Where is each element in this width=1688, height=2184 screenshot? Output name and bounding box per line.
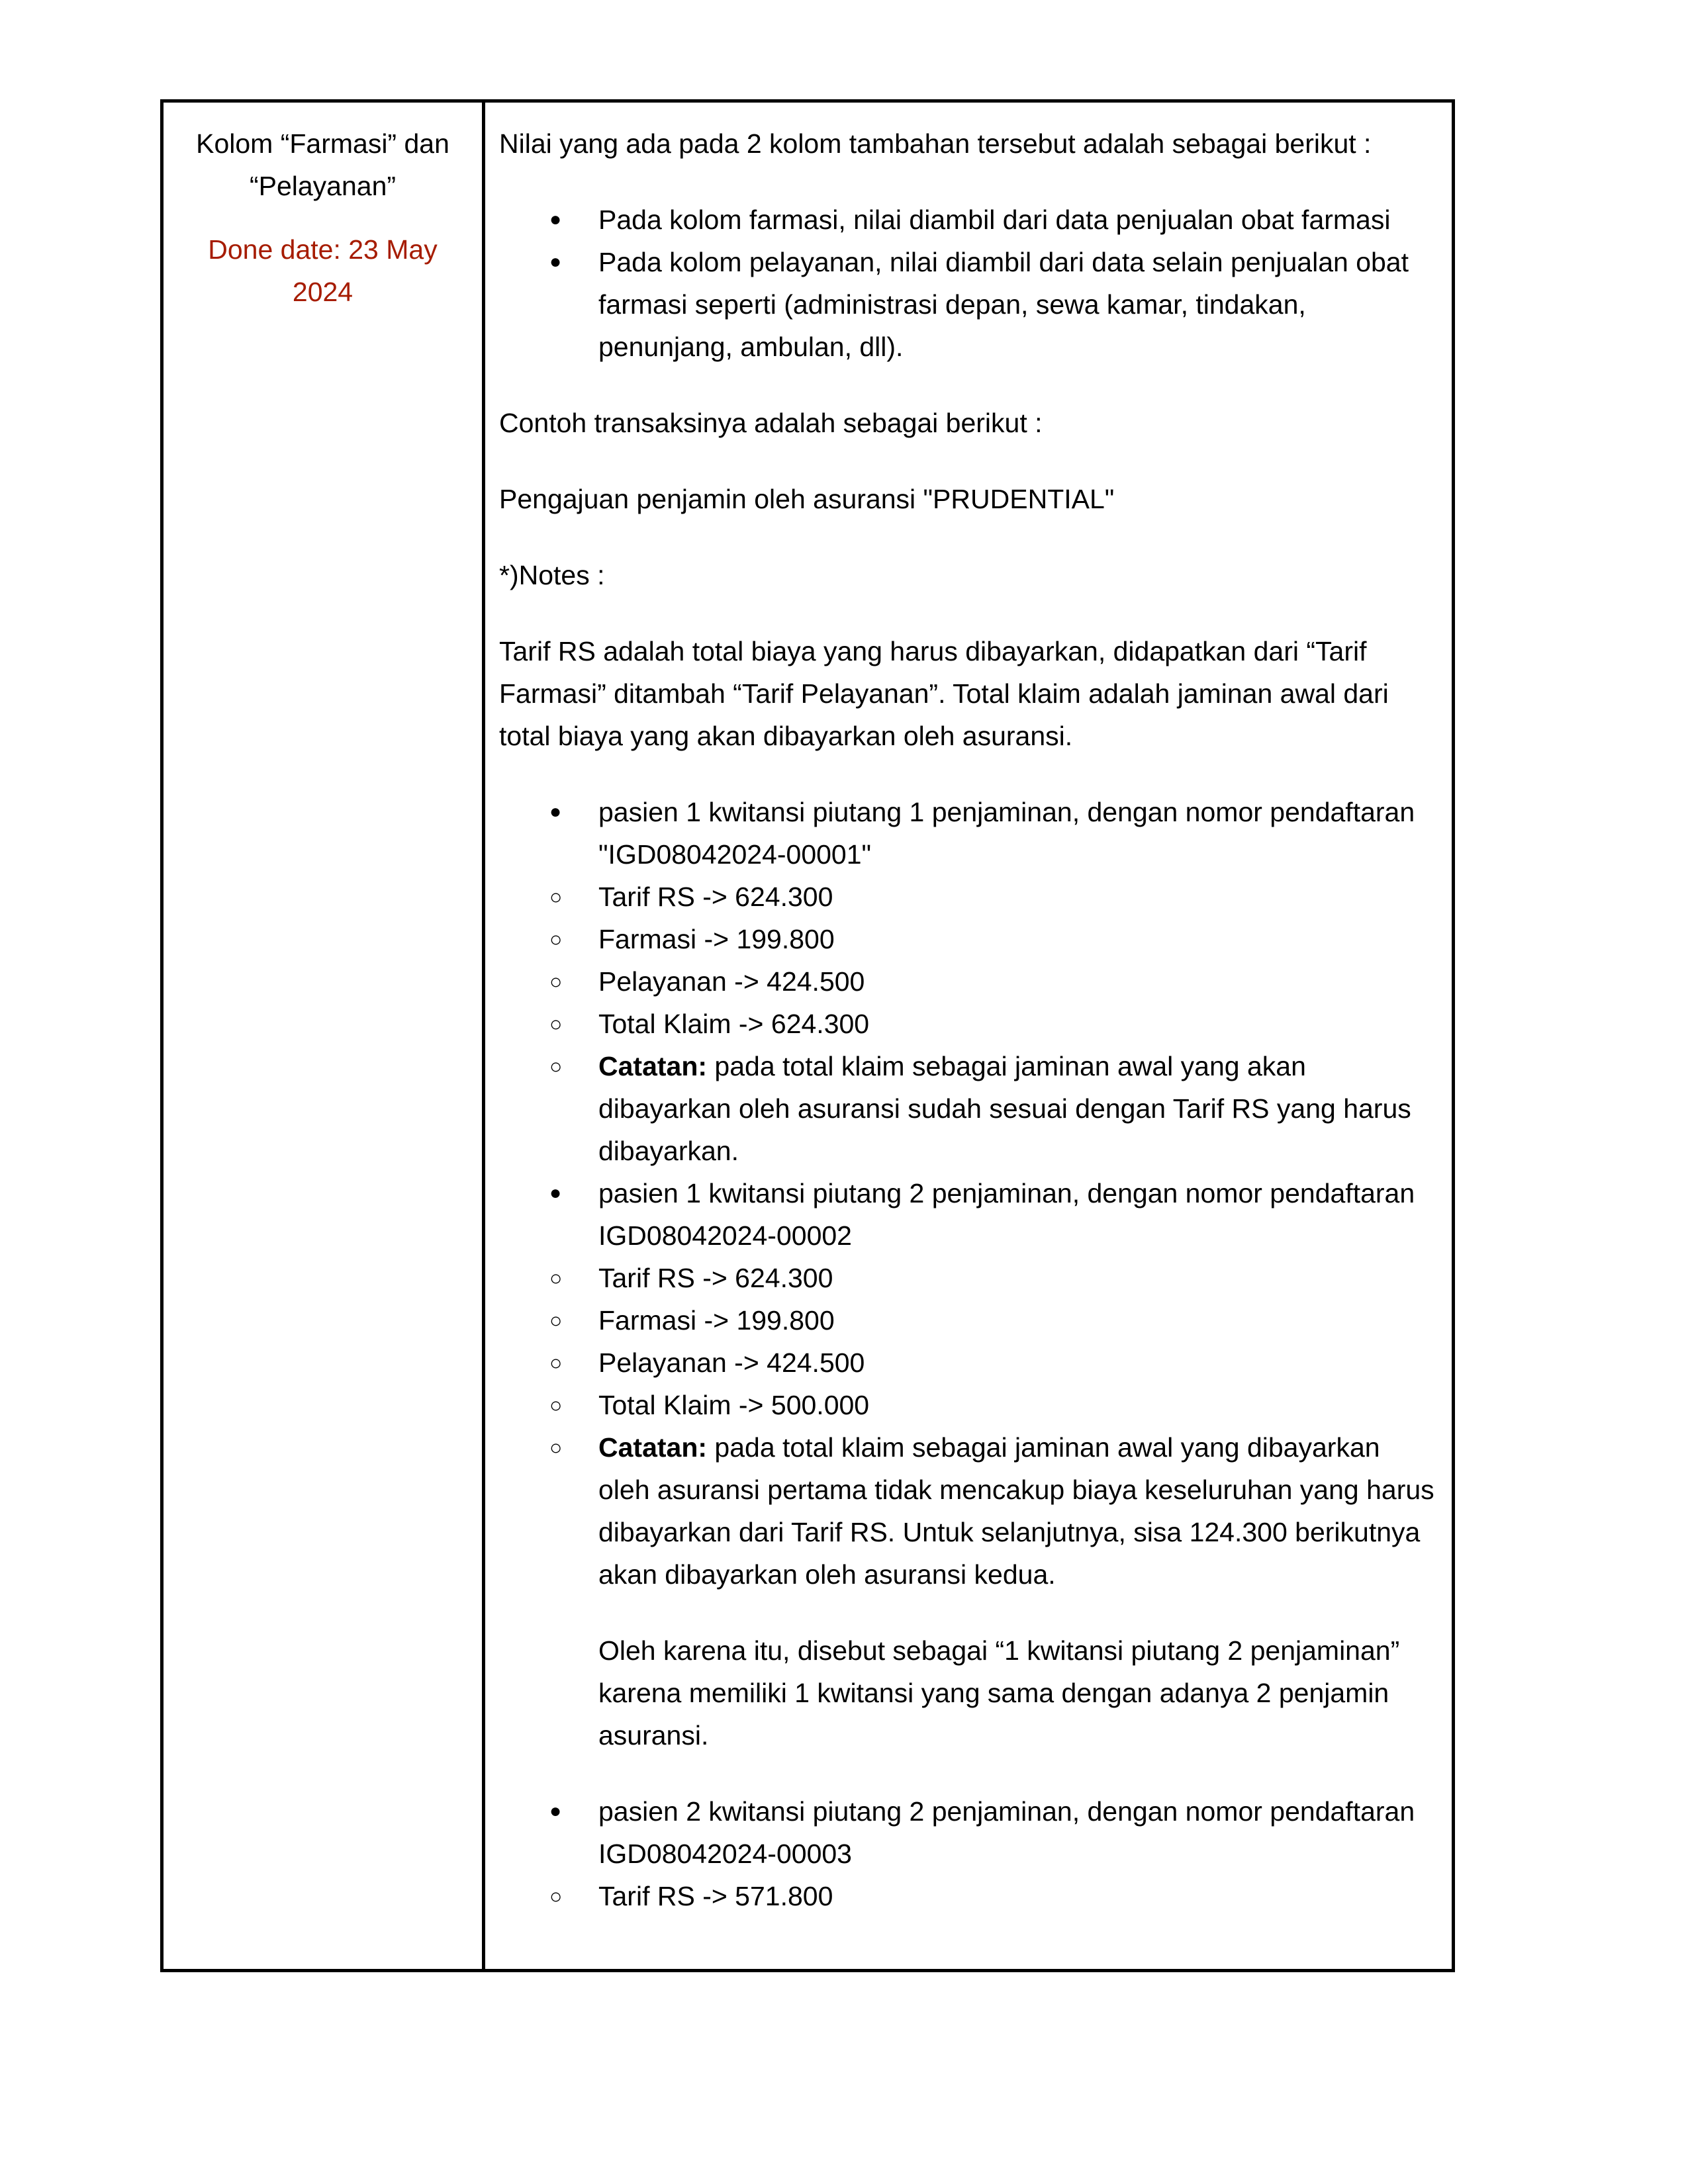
case-detail-container xyxy=(499,1875,1436,1917)
note-label: Catatan: xyxy=(598,1432,708,1463)
hollow-bullet-icon: ○ xyxy=(549,1393,563,1417)
submission-text: Pengajuan penjamin oleh asuransi "PRUDENTIAL" xyxy=(499,484,1115,514)
pelayanan: Pelayanan -> 424.500 xyxy=(598,1347,865,1378)
hollow-bullet-icon: ○ xyxy=(549,885,563,909)
case-item xyxy=(499,791,1436,876)
bullet-icon: ● xyxy=(549,1182,562,1204)
case-detail-list xyxy=(499,1875,1436,1917)
case-item xyxy=(499,1790,1436,1875)
example-intro: Contoh transaksinya adalah sebagai berikut : xyxy=(499,408,1043,438)
detail-item xyxy=(499,1384,1436,1426)
bullet-icon: ● xyxy=(549,1800,562,1822)
note-text: pada total klaim sebagai jaminan awal yang akan dibayarkan oleh asuransi sudah sesuai dengan Tarif RS yang harus dibayarkan. xyxy=(598,1051,1411,1166)
case-detail-container xyxy=(499,876,1436,1172)
farmasi: Farmasi -> 199.800 xyxy=(598,924,835,954)
case-title: pasien 1 kwitansi piutang 1 penjaminan, dengan nomor pendaftaran "IGD08042024-00001" xyxy=(598,797,1415,870)
hollow-bullet-icon: ○ xyxy=(549,1054,563,1078)
tarif-rs: Tarif RS -> 624.300 xyxy=(598,882,833,912)
total-klaim: Total Klaim -> 500.000 xyxy=(598,1390,870,1420)
hollow-bullet-icon: ○ xyxy=(549,1266,563,1290)
document-table xyxy=(160,99,1455,1972)
description-cell xyxy=(485,103,1452,1969)
list-item-text: Pada kolom pelayanan, nilai diambil dari data selain penjualan obat farmasi seperti (administrasi depan, sewa kamar, tindakan, penunjang, ambulan, dll). xyxy=(598,247,1409,362)
case-detail-list xyxy=(499,876,1436,1172)
hollow-bullet-icon: ○ xyxy=(549,970,563,993)
tarif-rs: Tarif RS -> 624.300 xyxy=(598,1263,833,1293)
pelayanan: Pelayanan -> 424.500 xyxy=(598,966,865,997)
feature-title: Kolom “Farmasi” dan “Pelayanan” xyxy=(196,128,449,201)
list-item-text: Pada kolom farmasi, nilai diambil dari data penjualan obat farmasi xyxy=(598,205,1391,235)
detail-item xyxy=(499,1003,1436,1045)
bullet-icon: ● xyxy=(549,801,562,823)
detail-item xyxy=(499,1426,1436,1756)
case-detail-container xyxy=(499,1257,1436,1756)
hollow-bullet-icon: ○ xyxy=(549,1435,563,1459)
list-item xyxy=(499,199,1436,241)
intro-text: Nilai yang ada pada 2 kolom tambahan tersebut adalah sebagai berikut : xyxy=(499,128,1372,159)
hollow-bullet-icon: ○ xyxy=(549,1884,563,1908)
detail-item xyxy=(499,876,1436,918)
hollow-bullet-icon: ○ xyxy=(549,927,563,951)
detail-item xyxy=(499,918,1436,960)
done-date: Done date: 23 May 2024 xyxy=(208,234,438,307)
column-list xyxy=(499,199,1436,368)
detail-item xyxy=(499,1045,1436,1172)
detail-item xyxy=(499,1257,1436,1299)
case-detail-list xyxy=(499,1257,1436,1756)
hollow-bullet-icon: ○ xyxy=(549,1308,563,1332)
notes-text: Tarif RS adalah total biaya yang harus dibayarkan, didapatkan dari “Tarif Farmasi” ditambah “Tarif Pelayanan”. Total klaim adalah jaminan awal dari total biaya yang akan dibayarkan oleh asuransi. xyxy=(499,636,1389,751)
note-text: pada total klaim sebagai jaminan awal yang dibayarkan oleh asuransi pertama tidak mencakup biaya keseluruhan yang harus dibayarkan dari Tarif RS. Untuk selanjutnya, sisa 124.300 berikutnya akan dibayarkan oleh asuransi kedua. xyxy=(598,1432,1434,1590)
detail-item xyxy=(499,1342,1436,1384)
tarif-rs: Tarif RS -> 571.800 xyxy=(598,1881,833,1911)
note-extra: Oleh karena itu, disebut sebagai “1 kwitansi piutang 2 penjaminan” karena memiliki 1 kwitansi yang sama dengan adanya 2 penjamin asuransi. xyxy=(598,1635,1400,1751)
case-title: pasien 2 kwitansi piutang 2 penjaminan, dengan nomor pendaftaran IGD08042024-00003 xyxy=(598,1796,1415,1869)
farmasi: Farmasi -> 199.800 xyxy=(598,1305,835,1336)
case-title: pasien 1 kwitansi piutang 2 penjaminan, dengan nomor pendaftaran IGD08042024-00002 xyxy=(598,1178,1415,1251)
notes-label: *)Notes : xyxy=(499,560,605,590)
detail-item xyxy=(499,960,1436,1003)
list-item xyxy=(499,241,1436,368)
detail-item xyxy=(499,1875,1436,1917)
bullet-icon: ● xyxy=(549,251,562,273)
case-item xyxy=(499,1172,1436,1257)
case-list xyxy=(499,791,1436,1917)
bullet-icon: ● xyxy=(549,208,562,230)
hollow-bullet-icon: ○ xyxy=(549,1351,563,1375)
detail-item xyxy=(499,1299,1436,1342)
total-klaim: Total Klaim -> 624.300 xyxy=(598,1009,870,1039)
feature-cell xyxy=(164,103,485,1969)
note-label: Catatan: xyxy=(598,1051,708,1081)
hollow-bullet-icon: ○ xyxy=(549,1012,563,1036)
